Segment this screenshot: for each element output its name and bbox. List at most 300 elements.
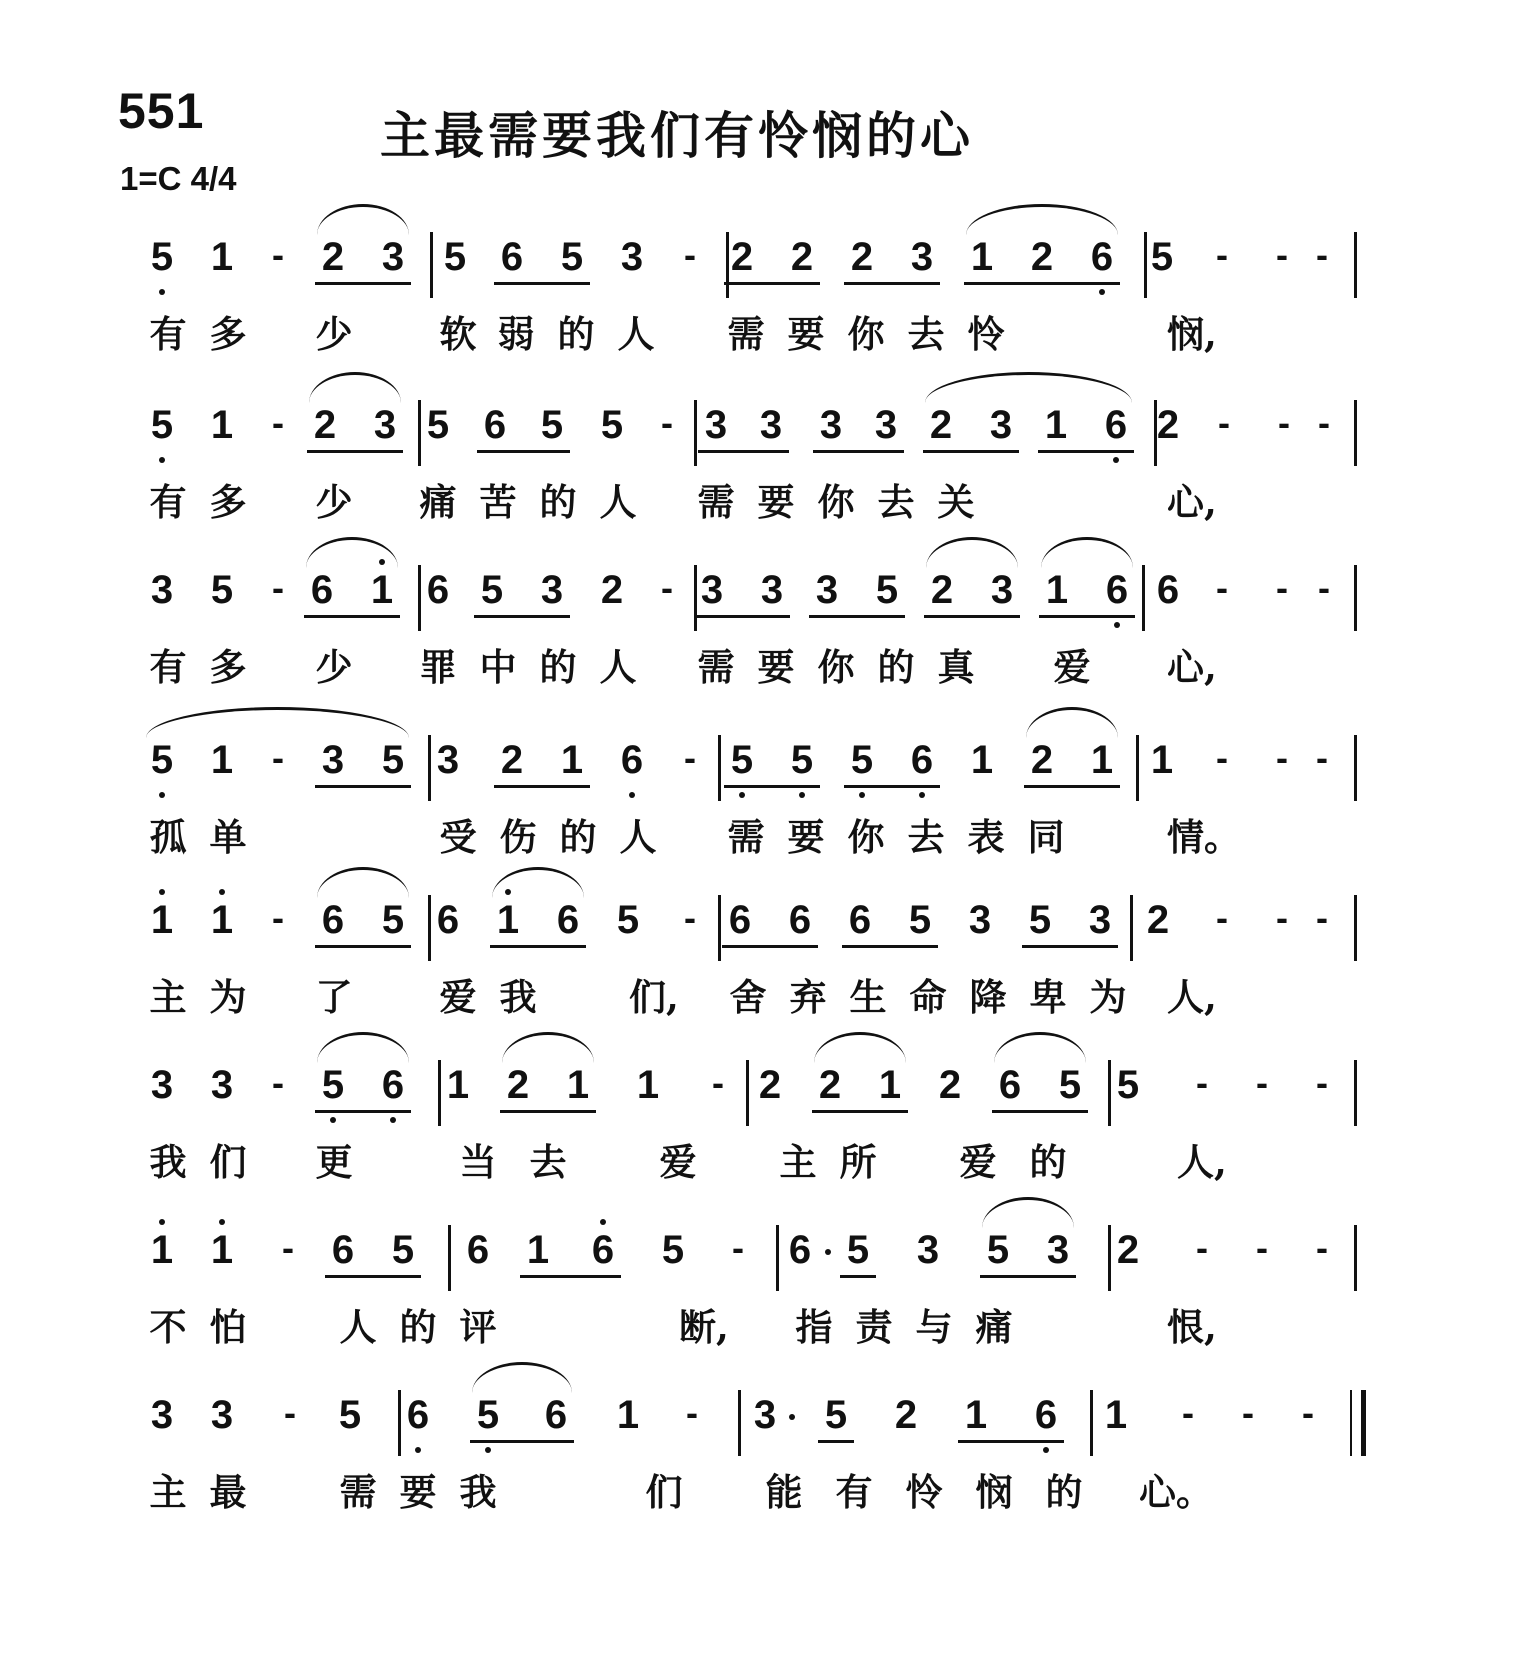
barline (1354, 735, 1357, 801)
lyric-char: 去 (529, 1140, 567, 1184)
note-number: 6 (310, 568, 334, 612)
score-line (0, 895, 1537, 1045)
lyric-char: 受 (439, 815, 477, 859)
lyric-char: 主 (779, 1140, 817, 1184)
note-number: 6 (910, 738, 934, 782)
lyric-char: 有 (149, 480, 187, 524)
note-number: 3 (760, 568, 784, 612)
note-number: 5 (391, 1228, 415, 1272)
note-number: 2 (850, 235, 874, 279)
note-number: 2 (730, 235, 754, 279)
lyric-char: 弃 (789, 975, 827, 1019)
note-number: 2 (929, 403, 953, 447)
note-number: 5 (846, 1228, 870, 1272)
lyric-char: 主 (149, 1470, 187, 1514)
note-number: 6 (426, 568, 450, 612)
lyric-char: 人 (617, 312, 655, 356)
note-number: 5 (150, 403, 174, 447)
lyric-char: 当 (459, 1140, 497, 1184)
dash-extension: - (1216, 897, 1228, 938)
octave-dot-below (1113, 457, 1119, 463)
lyric-char: 人, (1177, 1140, 1227, 1184)
note-number: 5 (443, 235, 467, 279)
dash-extension: - (1182, 1392, 1194, 1433)
dash-extension: - (732, 1227, 744, 1268)
lyric-char: 去 (907, 312, 945, 356)
score-line (0, 735, 1537, 885)
note-number: 6 (556, 898, 580, 942)
note-number: 3 (381, 235, 405, 279)
lyric-char: 需 (339, 1470, 377, 1514)
barline (718, 735, 721, 801)
beam-underline (494, 282, 590, 285)
beam-underline (813, 450, 904, 453)
dash-extension: - (272, 1062, 284, 1103)
octave-dot-above (219, 1219, 225, 1225)
note-number: 6 (331, 1228, 355, 1272)
lyric-char: 单 (209, 815, 247, 859)
note-number: 1 (1104, 1393, 1128, 1437)
lyric-char: 责 (855, 1305, 893, 1349)
lyric-char: 悯, (1167, 312, 1217, 356)
note-number: 5 (150, 235, 174, 279)
lyric-char: 人 (339, 1305, 377, 1349)
lyric-char: 为 (1089, 975, 1127, 1019)
octave-dot-above (505, 889, 511, 895)
score-line (0, 1390, 1537, 1540)
octave-dot-below (799, 792, 805, 798)
note-number: 1 (210, 403, 234, 447)
lyric-char: 要 (399, 1470, 437, 1514)
lyric-char: 们 (645, 1470, 683, 1514)
note-number: 3 (540, 568, 564, 612)
note-number: 2 (938, 1063, 962, 1107)
dash-extension: - (1276, 234, 1288, 275)
note-number: 6 (381, 1063, 405, 1107)
dash-extension: - (684, 234, 696, 275)
note-number: 3 (1046, 1228, 1070, 1272)
lyric-char: 同 (1027, 815, 1065, 859)
barline (694, 565, 697, 631)
lyric-char: 我 (499, 975, 537, 1019)
lyric-char: 有 (835, 1470, 873, 1514)
note-number: 6 (1034, 1393, 1058, 1437)
dash-extension: - (1276, 737, 1288, 778)
beam-underline (1038, 450, 1134, 453)
note-number: 3 (150, 1063, 174, 1107)
lyric-char: 关 (937, 480, 975, 524)
octave-dot-above (219, 889, 225, 895)
lyric-char: 最 (209, 1470, 247, 1514)
beam-underline (992, 1110, 1088, 1113)
beam-underline (315, 282, 411, 285)
dash-extension: - (272, 897, 284, 938)
beam-underline (924, 615, 1020, 618)
note-number: 5 (426, 403, 450, 447)
lyric-char: 人, (1167, 975, 1217, 1019)
note-number: 1 (496, 898, 520, 942)
note-number: 6 (436, 898, 460, 942)
score-line (0, 565, 1537, 715)
note-number: 5 (600, 403, 624, 447)
lyric-char: 苦 (479, 480, 517, 524)
slur-arc (317, 204, 409, 235)
barline (694, 400, 697, 466)
note-number: 6 (788, 1228, 812, 1272)
beam-underline (840, 1275, 876, 1278)
lyric-char: 主 (149, 975, 187, 1019)
octave-dot-below (159, 289, 165, 295)
lyric-char: 真 (937, 645, 975, 689)
dash-extension: - (712, 1062, 724, 1103)
lyric-char: 弱 (497, 312, 535, 356)
dash-extension: - (1316, 897, 1328, 938)
barline (1354, 232, 1357, 298)
barline (1144, 232, 1147, 298)
beam-underline (500, 1110, 596, 1113)
note-number: 5 (540, 403, 564, 447)
lyric-char: 命 (909, 975, 947, 1019)
note-number: 3 (210, 1393, 234, 1437)
octave-dot-below (390, 1117, 396, 1123)
hymn-number: 551 (118, 83, 205, 139)
lyric-char: 爱 (959, 1140, 997, 1184)
note-number: 5 (730, 738, 754, 782)
barline (448, 1225, 451, 1291)
note-number: 5 (986, 1228, 1010, 1272)
note-number: 2 (506, 1063, 530, 1107)
dash-extension: - (284, 1392, 296, 1433)
note-number: 3 (759, 403, 783, 447)
lyric-char: 中 (479, 645, 517, 689)
octave-dot-below (629, 792, 635, 798)
lyric-char: 痛 (419, 480, 457, 524)
lyric-char: 多 (209, 645, 247, 689)
lyric-char: 们, (629, 975, 679, 1019)
note-number: 6 (500, 235, 524, 279)
note-number: 6 (544, 1393, 568, 1437)
beam-underline (844, 282, 940, 285)
lyric-char: 少 (315, 480, 353, 524)
note-number: 6 (788, 898, 812, 942)
lyric-char: 更 (315, 1140, 353, 1184)
lyric-char: 生 (849, 975, 887, 1019)
dash-extension: - (1278, 402, 1290, 443)
dash-extension: - (1316, 1062, 1328, 1103)
lyric-char: 爱 (659, 1140, 697, 1184)
lyric-char: 人 (619, 815, 657, 859)
beam-underline (958, 1440, 1064, 1443)
lyric-char: 去 (907, 815, 945, 859)
note-number: 5 (850, 738, 874, 782)
note-number: 2 (600, 568, 624, 612)
lyric-char: 爱 (1053, 645, 1091, 689)
beam-underline (474, 615, 570, 618)
dash-extension: - (1302, 1392, 1314, 1433)
barline (718, 895, 721, 961)
beam-underline (698, 450, 789, 453)
dash-extension: - (272, 402, 284, 443)
lyric-char: 为 (209, 975, 247, 1019)
note-number: 5 (338, 1393, 362, 1437)
note-number: 5 (476, 1393, 500, 1437)
lyric-char: 需 (727, 815, 765, 859)
dash-extension: - (282, 1227, 294, 1268)
note-number: 5 (150, 738, 174, 782)
lyric-char: 多 (209, 312, 247, 356)
dash-extension: - (1276, 567, 1288, 608)
note-number: 3 (753, 1393, 777, 1437)
lyric-char: 降 (969, 975, 1007, 1019)
octave-dot-above (379, 559, 385, 565)
note-number: 1 (566, 1063, 590, 1107)
note-number: 5 (210, 568, 234, 612)
note-number: 3 (704, 403, 728, 447)
note-number: 2 (930, 568, 954, 612)
lyric-char: 断, (679, 1305, 729, 1349)
dash-extension: - (1316, 1227, 1328, 1268)
octave-dot-below (919, 792, 925, 798)
octave-dot-above (159, 889, 165, 895)
note-number: 3 (321, 738, 345, 782)
dash-extension: - (1256, 1062, 1268, 1103)
note-number: 1 (560, 738, 584, 782)
note-number: 5 (1116, 1063, 1140, 1107)
dash-extension: - (272, 567, 284, 608)
lyric-char: 需 (727, 312, 765, 356)
barline (1142, 565, 1145, 631)
lyric-char: 悯 (975, 1470, 1013, 1514)
note-number: 6 (728, 898, 752, 942)
note-number: 2 (313, 403, 337, 447)
note-number: 2 (1116, 1228, 1140, 1272)
lyric-char: 你 (817, 645, 855, 689)
lyric-char: 的 (877, 645, 915, 689)
lyric-char: 你 (847, 312, 885, 356)
lyric-char: 指 (795, 1305, 833, 1349)
octave-dot-above (600, 1219, 606, 1225)
beam-underline (844, 785, 940, 788)
lyric-char: 需 (697, 480, 735, 524)
note-number: 2 (1030, 738, 1054, 782)
lyric-char: 心, (1167, 480, 1217, 524)
note-number: 1 (446, 1063, 470, 1107)
lyric-char: 我 (459, 1470, 497, 1514)
dash-extension: - (684, 737, 696, 778)
lyric-char: 怕 (209, 1305, 247, 1349)
barline (1354, 1060, 1357, 1126)
beam-underline (923, 450, 1019, 453)
note-number: 3 (210, 1063, 234, 1107)
octave-dot-below (415, 1447, 421, 1453)
note-number: 6 (998, 1063, 1022, 1107)
note-number: 1 (210, 235, 234, 279)
lyric-char: 要 (787, 312, 825, 356)
note-number: 5 (875, 568, 899, 612)
beam-underline (842, 945, 938, 948)
lyric-char: 有 (149, 645, 187, 689)
lyric-char: 需 (697, 645, 735, 689)
note-number: 1 (970, 235, 994, 279)
note-number: 6 (591, 1228, 615, 1272)
beam-underline (964, 282, 1120, 285)
dash-extension: - (661, 402, 673, 443)
lyric-char: 们 (209, 1140, 247, 1184)
note-number: 1 (1090, 738, 1114, 782)
lyric-char: 的 (539, 480, 577, 524)
beam-underline (520, 1275, 621, 1278)
beam-underline (315, 1110, 411, 1113)
barline (738, 1390, 741, 1456)
final-barline (1350, 1390, 1366, 1456)
note-number: 1 (150, 898, 174, 942)
note-number: 3 (815, 568, 839, 612)
lyric-char: 评 (459, 1305, 497, 1349)
beam-underline (724, 282, 820, 285)
note-number: 6 (620, 738, 644, 782)
lyric-char: 心, (1167, 645, 1217, 689)
note-number: 3 (819, 403, 843, 447)
dash-extension: - (272, 234, 284, 275)
note-number: 3 (700, 568, 724, 612)
lyric-char: 的 (559, 815, 597, 859)
dash-extension: - (684, 897, 696, 938)
note-number: 6 (483, 403, 507, 447)
lyric-char: 能 (765, 1470, 803, 1514)
lyric-char: 少 (315, 312, 353, 356)
note-number: 3 (916, 1228, 940, 1272)
lyric-char: 不 (149, 1305, 187, 1349)
score-line (0, 1225, 1537, 1375)
lyric-char: 罪 (419, 645, 457, 689)
beam-underline (809, 615, 905, 618)
note-number: 5 (661, 1228, 685, 1272)
note-number: 2 (500, 738, 524, 782)
octave-dot-below (1114, 622, 1120, 628)
lyric-char: 要 (787, 815, 825, 859)
note-number: 1 (1045, 568, 1069, 612)
note-number: 5 (616, 898, 640, 942)
beam-underline (1024, 785, 1120, 788)
dash-extension: - (1196, 1227, 1208, 1268)
lyric-char: 软 (439, 312, 477, 356)
octave-dot-above (159, 1219, 165, 1225)
note-number: 6 (406, 1393, 430, 1437)
octave-dot-below (485, 1447, 491, 1453)
beam-underline (1022, 945, 1118, 948)
beam-underline (304, 615, 400, 618)
lyric-char: 我 (149, 1140, 187, 1184)
lyric-char: 去 (877, 480, 915, 524)
note-number: 5 (1058, 1063, 1082, 1107)
beam-underline (494, 785, 590, 788)
note-number: 3 (373, 403, 397, 447)
note-number: 3 (150, 1393, 174, 1437)
dash-extension: - (1256, 1227, 1268, 1268)
note-number: 2 (1156, 403, 1180, 447)
note-number: 1 (370, 568, 394, 612)
dash-extension: - (1216, 234, 1228, 275)
barline (428, 895, 431, 961)
barline (430, 232, 433, 298)
dash-extension: - (1216, 737, 1228, 778)
lyric-char: 的 (1045, 1470, 1083, 1514)
lyric-char: 痛 (975, 1305, 1013, 1349)
lyric-char: 心。 (1139, 1470, 1213, 1514)
lyric-char: 伤 (499, 815, 537, 859)
note-number: 5 (824, 1393, 848, 1437)
barline (1136, 735, 1139, 801)
note-number: 6 (466, 1228, 490, 1272)
beam-underline (980, 1275, 1076, 1278)
barline (1090, 1390, 1093, 1456)
barline (418, 400, 421, 466)
octave-dot-below (739, 792, 745, 798)
note-number: 3 (1088, 898, 1112, 942)
dash-extension: - (1218, 402, 1230, 443)
barline (1154, 400, 1157, 466)
score-line (0, 232, 1537, 382)
note-number: 1 (616, 1393, 640, 1437)
beam-underline (722, 945, 818, 948)
note-number: 1 (878, 1063, 902, 1107)
beam-underline (315, 945, 411, 948)
augmentation-dot (789, 1414, 795, 1420)
note-number: 3 (874, 403, 898, 447)
octave-dot-below (159, 457, 165, 463)
note-number: 5 (1150, 235, 1174, 279)
note-number: 5 (560, 235, 584, 279)
augmentation-dot (825, 1249, 831, 1255)
lyric-char: 怜 (905, 1470, 943, 1514)
lyric-char: 所 (839, 1140, 877, 1184)
note-number: 1 (150, 1228, 174, 1272)
barline (746, 1060, 749, 1126)
lyric-char: 你 (817, 480, 855, 524)
lyric-char: 情。 (1167, 815, 1241, 859)
barline (1130, 895, 1133, 961)
beam-underline (724, 785, 820, 788)
barline (1108, 1225, 1111, 1291)
note-number: 5 (908, 898, 932, 942)
dash-extension: - (1196, 1062, 1208, 1103)
lyric-char: 爱 (439, 975, 477, 1019)
lyric-char: 了 (315, 975, 353, 1019)
note-number: 3 (910, 235, 934, 279)
note-number: 5 (790, 738, 814, 782)
score-line (0, 400, 1537, 550)
beam-underline (490, 945, 586, 948)
note-number: 1 (970, 738, 994, 782)
dash-extension: - (1318, 402, 1330, 443)
lyric-char: 怜 (967, 312, 1005, 356)
lyric-char: 的 (557, 312, 595, 356)
slur-arc (966, 204, 1118, 235)
dash-extension: - (661, 567, 673, 608)
barline (1354, 895, 1357, 961)
beam-underline (325, 1275, 421, 1278)
lyric-char: 有 (149, 312, 187, 356)
note-number: 2 (1030, 235, 1054, 279)
dash-extension: - (1242, 1392, 1254, 1433)
lyric-char: 与 (915, 1305, 953, 1349)
note-number: 3 (968, 898, 992, 942)
barline (398, 1390, 401, 1456)
key-signature: 1=C 4/4 (120, 160, 237, 197)
beam-underline (470, 1440, 574, 1443)
barline (1354, 400, 1357, 466)
note-number: 1 (210, 898, 234, 942)
